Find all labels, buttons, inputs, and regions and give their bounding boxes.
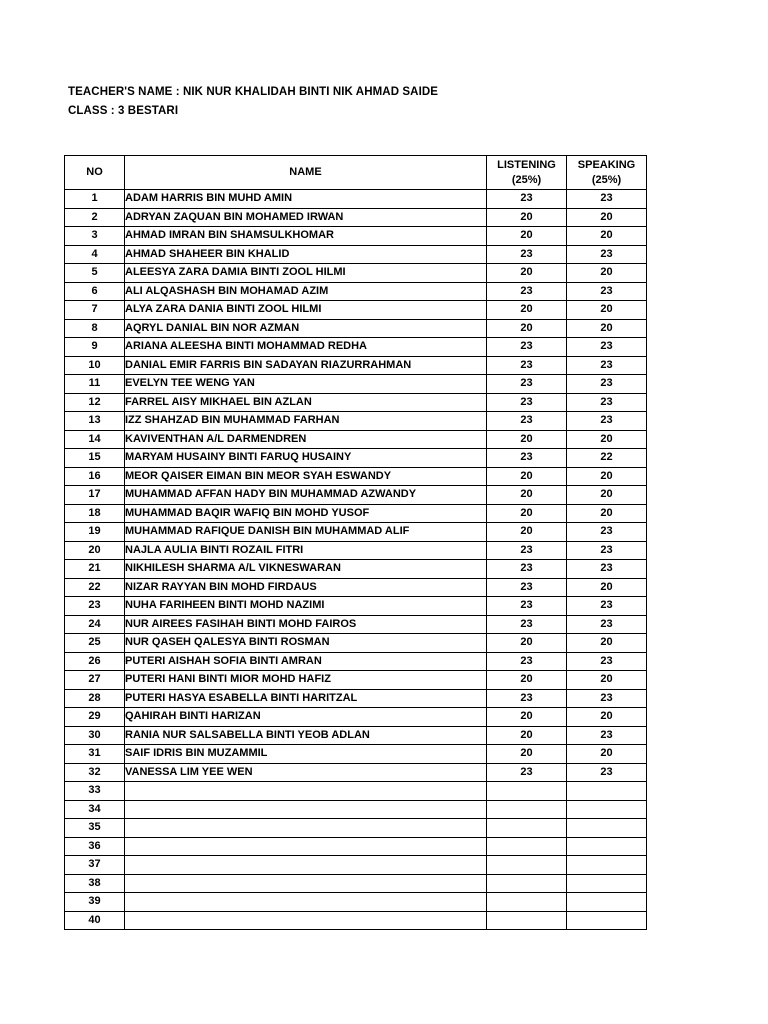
student-name-cell: MUHAMMAD RAFIQUE DANISH BIN MUHAMMAD ALIF [125, 523, 487, 542]
listening-score-cell: 23 [487, 597, 567, 616]
table-row [65, 800, 647, 819]
table-row [65, 819, 647, 838]
student-name-cell: MUHAMMAD BAQIR WAFIQ BIN MOHD YUSOF [125, 504, 487, 523]
speaking-score-cell: 20 [567, 486, 647, 505]
table-row [65, 264, 647, 283]
table-row [65, 634, 647, 653]
student-name-cell: RANIA NUR SALSABELLA BINTI YEOB ADLAN [125, 726, 487, 745]
row-number-cell: 24 [65, 615, 125, 634]
table-row [65, 523, 647, 542]
table-header-row [65, 156, 647, 190]
listening-score-cell: 20 [487, 467, 567, 486]
speaking-score-cell: 23 [567, 412, 647, 431]
listening-score-cell [487, 782, 567, 801]
listening-score-cell: 23 [487, 375, 567, 394]
column-header-no: NO [65, 156, 125, 190]
student-name-cell [125, 819, 487, 838]
student-name-cell [125, 874, 487, 893]
table-row [65, 763, 647, 782]
table-row [65, 578, 647, 597]
table-row [65, 874, 647, 893]
table-row [65, 190, 647, 209]
student-name-cell: ADAM HARRIS BIN MUHD AMIN [125, 190, 487, 209]
speaking-score-cell: 23 [567, 523, 647, 542]
speaking-score-cell [567, 800, 647, 819]
student-name-cell: ALEESYA ZARA DAMIA BINTI ZOOL HILMI [125, 264, 487, 283]
table-row [65, 782, 647, 801]
table-row [65, 393, 647, 412]
listening-score-cell: 23 [487, 245, 567, 264]
listening-score-cell: 23 [487, 578, 567, 597]
listening-score-cell: 23 [487, 449, 567, 468]
speaking-score-cell: 23 [567, 541, 647, 560]
speaking-score-cell: 23 [567, 245, 647, 264]
speaking-score-cell: 23 [567, 726, 647, 745]
speaking-score-cell: 20 [567, 578, 647, 597]
table-row [65, 652, 647, 671]
student-name-cell [125, 837, 487, 856]
listening-score-cell: 23 [487, 338, 567, 357]
listening-score-cell: 23 [487, 282, 567, 301]
listening-score-cell: 20 [487, 301, 567, 320]
listening-score-cell: 20 [487, 708, 567, 727]
speaking-score-cell: 20 [567, 319, 647, 338]
row-number-cell: 31 [65, 745, 125, 764]
speaking-score-cell: 23 [567, 190, 647, 209]
listening-score-cell: 20 [487, 227, 567, 246]
row-number-cell: 4 [65, 245, 125, 264]
row-number-cell: 17 [65, 486, 125, 505]
row-number-cell: 9 [65, 338, 125, 357]
row-number-cell: 38 [65, 874, 125, 893]
table-row [65, 726, 647, 745]
table-row [65, 245, 647, 264]
table-row [65, 338, 647, 357]
table-row [65, 319, 647, 338]
listening-score-cell [487, 911, 567, 930]
table-row [65, 430, 647, 449]
speaking-score-cell: 20 [567, 504, 647, 523]
listening-score-cell: 20 [487, 264, 567, 283]
row-number-cell: 8 [65, 319, 125, 338]
student-name-cell [125, 856, 487, 875]
table-row [65, 375, 647, 394]
table-row [65, 671, 647, 690]
student-name-cell: FARREL AISY MIKHAEL BIN AZLAN [125, 393, 487, 412]
speaking-score-cell: 23 [567, 652, 647, 671]
listening-score-cell [487, 874, 567, 893]
speaking-score-cell: 20 [567, 227, 647, 246]
speaking-label: SPEAKING [577, 158, 636, 171]
student-name-cell: SAIF IDRIS BIN MUZAMMIL [125, 745, 487, 764]
student-name-cell: ALYA ZARA DANIA BINTI ZOOL HILMI [125, 301, 487, 320]
listening-score-cell: 23 [487, 763, 567, 782]
student-name-cell [125, 911, 487, 930]
table-row [65, 301, 647, 320]
student-name-cell [125, 782, 487, 801]
row-number-cell: 21 [65, 560, 125, 579]
table-row [65, 911, 647, 930]
student-name-cell: MUHAMMAD AFFAN HADY BIN MUHAMMAD AZWANDY [125, 486, 487, 505]
table-body [65, 190, 647, 930]
speaking-score-cell [567, 782, 647, 801]
listening-score-cell: 23 [487, 541, 567, 560]
speaking-score-cell: 23 [567, 375, 647, 394]
student-name-cell: ARIANA ALEESHA BINTI MOHAMMAD REDHA [125, 338, 487, 357]
student-name-cell: DANIAL EMIR FARRIS BIN SADAYAN RIAZURRAHMAN [125, 356, 487, 375]
student-name-cell: QAHIRAH BINTI HARIZAN [125, 708, 487, 727]
row-number-cell: 23 [65, 597, 125, 616]
table-row [65, 282, 647, 301]
speaking-score-cell [567, 911, 647, 930]
row-number-cell: 37 [65, 856, 125, 875]
class-line: CLASS : 3 BESTARI [68, 105, 179, 117]
row-number-cell: 18 [65, 504, 125, 523]
table-row [65, 467, 647, 486]
speaking-score-cell [567, 837, 647, 856]
row-number-cell: 22 [65, 578, 125, 597]
table-row [65, 708, 647, 727]
student-name-cell: EVELYN TEE WENG YAN [125, 375, 487, 394]
table-row [65, 837, 647, 856]
row-number-cell: 35 [65, 819, 125, 838]
speaking-score-cell: 23 [567, 338, 647, 357]
listening-weight: (25%) [511, 173, 542, 186]
row-number-cell: 36 [65, 837, 125, 856]
row-number-cell: 27 [65, 671, 125, 690]
row-number-cell: 20 [65, 541, 125, 560]
speaking-score-cell: 20 [567, 708, 647, 727]
listening-score-cell: 23 [487, 615, 567, 634]
student-name-cell: KAVIVENTHAN A/L DARMENDREN [125, 430, 487, 449]
listening-label: LISTENING [497, 158, 556, 171]
table-row [65, 615, 647, 634]
listening-score-cell: 20 [487, 523, 567, 542]
listening-score-cell [487, 819, 567, 838]
row-number-cell: 12 [65, 393, 125, 412]
speaking-score-cell [567, 819, 647, 838]
speaking-score-cell: 20 [567, 301, 647, 320]
student-name-cell: NUR QASEH QALESYA BINTI ROSMAN [125, 634, 487, 653]
student-name-cell: NIKHILESH SHARMA A/L VIKNESWARAN [125, 560, 487, 579]
speaking-score-cell [567, 874, 647, 893]
column-header-speaking [567, 156, 647, 190]
row-number-cell: 33 [65, 782, 125, 801]
speaking-score-cell [567, 856, 647, 875]
student-name-cell: IZZ SHAHZAD BIN MUHAMMAD FARHAN [125, 412, 487, 431]
table-row [65, 208, 647, 227]
student-name-cell: ALI ALQASHASH BIN MOHAMAD AZIM [125, 282, 487, 301]
student-name-cell: NUR AIREES FASIHAH BINTI MOHD FAIROS [125, 615, 487, 634]
table-row [65, 356, 647, 375]
speaking-score-cell: 23 [567, 615, 647, 634]
row-number-cell: 28 [65, 689, 125, 708]
column-header-name: NAME [125, 156, 487, 190]
speaking-score-cell: 20 [567, 745, 647, 764]
listening-score-cell: 20 [487, 634, 567, 653]
speaking-score-cell: 20 [567, 671, 647, 690]
listening-score-cell [487, 800, 567, 819]
row-number-cell: 13 [65, 412, 125, 431]
column-header-listening [487, 156, 567, 190]
speaking-weight: (25%) [591, 173, 622, 186]
speaking-score-cell [567, 893, 647, 912]
table-row [65, 504, 647, 523]
listening-score-cell [487, 893, 567, 912]
speaking-score-cell: 20 [567, 430, 647, 449]
student-score-table [64, 155, 647, 930]
teacher-name-line: TEACHER'S NAME : NIK NUR KHALIDAH BINTI NIK AHMAD SAIDE [68, 86, 439, 98]
listening-score-cell: 20 [487, 726, 567, 745]
listening-score-cell: 23 [487, 652, 567, 671]
row-number-cell: 10 [65, 356, 125, 375]
listening-score-cell: 23 [487, 356, 567, 375]
speaking-score-cell: 23 [567, 763, 647, 782]
student-name-cell: NAJLA AULIA BINTI ROZAIL FITRI [125, 541, 487, 560]
student-name-cell: PUTERI AISHAH SOFIA BINTI AMRAN [125, 652, 487, 671]
row-number-cell: 11 [65, 375, 125, 394]
listening-score-cell: 20 [487, 671, 567, 690]
student-name-cell: PUTERI HANI BINTI MIOR MOHD HAFIZ [125, 671, 487, 690]
student-name-cell: NUHA FARIHEEN BINTI MOHD NAZIMI [125, 597, 487, 616]
table-row [65, 560, 647, 579]
student-name-cell: AHMAD SHAHEER BIN KHALID [125, 245, 487, 264]
listening-score-cell: 23 [487, 190, 567, 209]
speaking-score-cell: 20 [567, 208, 647, 227]
listening-score-cell: 23 [487, 689, 567, 708]
speaking-score-cell: 22 [567, 449, 647, 468]
row-number-cell: 29 [65, 708, 125, 727]
listening-score-cell: 20 [487, 208, 567, 227]
row-number-cell: 14 [65, 430, 125, 449]
row-number-cell: 25 [65, 634, 125, 653]
listening-score-cell: 20 [487, 430, 567, 449]
row-number-cell: 34 [65, 800, 125, 819]
row-number-cell: 2 [65, 208, 125, 227]
row-number-cell: 30 [65, 726, 125, 745]
speaking-score-cell: 20 [567, 634, 647, 653]
student-name-cell: PUTERI HASYA ESABELLA BINTI HARITZAL [125, 689, 487, 708]
row-number-cell: 15 [65, 449, 125, 468]
speaking-score-cell: 23 [567, 282, 647, 301]
row-number-cell: 6 [65, 282, 125, 301]
listening-score-cell: 23 [487, 560, 567, 579]
listening-score-cell: 23 [487, 412, 567, 431]
listening-score-cell: 20 [487, 319, 567, 338]
student-name-cell: MARYAM HUSAINY BINTI FARUQ HUSAINY [125, 449, 487, 468]
row-number-cell: 26 [65, 652, 125, 671]
student-name-cell: NIZAR RAYYAN BIN MOHD FIRDAUS [125, 578, 487, 597]
student-name-cell: ADRYAN ZAQUAN BIN MOHAMED IRWAN [125, 208, 487, 227]
table-row [65, 689, 647, 708]
student-name-cell: VANESSA LIM YEE WEN [125, 763, 487, 782]
student-name-cell [125, 800, 487, 819]
row-number-cell: 16 [65, 467, 125, 486]
speaking-score-cell: 20 [567, 264, 647, 283]
speaking-score-cell: 23 [567, 689, 647, 708]
speaking-score-cell: 23 [567, 393, 647, 412]
speaking-score-cell: 23 [567, 560, 647, 579]
student-name-cell: AQRYL DANIAL BIN NOR AZMAN [125, 319, 487, 338]
row-number-cell: 19 [65, 523, 125, 542]
listening-score-cell: 20 [487, 504, 567, 523]
speaking-score-cell: 23 [567, 356, 647, 375]
listening-score-cell: 20 [487, 486, 567, 505]
table-row [65, 541, 647, 560]
listening-score-cell: 23 [487, 393, 567, 412]
table-row [65, 227, 647, 246]
listening-score-cell [487, 856, 567, 875]
table-row [65, 486, 647, 505]
listening-score-cell [487, 837, 567, 856]
row-number-cell: 7 [65, 301, 125, 320]
student-name-cell: MEOR QAISER EIMAN BIN MEOR SYAH ESWANDY [125, 467, 487, 486]
table-row [65, 597, 647, 616]
row-number-cell: 5 [65, 264, 125, 283]
speaking-score-cell: 23 [567, 597, 647, 616]
listening-score-cell: 20 [487, 745, 567, 764]
student-name-cell [125, 893, 487, 912]
speaking-score-cell: 20 [567, 467, 647, 486]
row-number-cell: 40 [65, 911, 125, 930]
table-row [65, 745, 647, 764]
table-row [65, 893, 647, 912]
student-name-cell: AHMAD IMRAN BIN SHAMSULKHOMAR [125, 227, 487, 246]
table-row [65, 412, 647, 431]
row-number-cell: 32 [65, 763, 125, 782]
table-row [65, 856, 647, 875]
table-row [65, 449, 647, 468]
row-number-cell: 39 [65, 893, 125, 912]
row-number-cell: 3 [65, 227, 125, 246]
row-number-cell: 1 [65, 190, 125, 209]
